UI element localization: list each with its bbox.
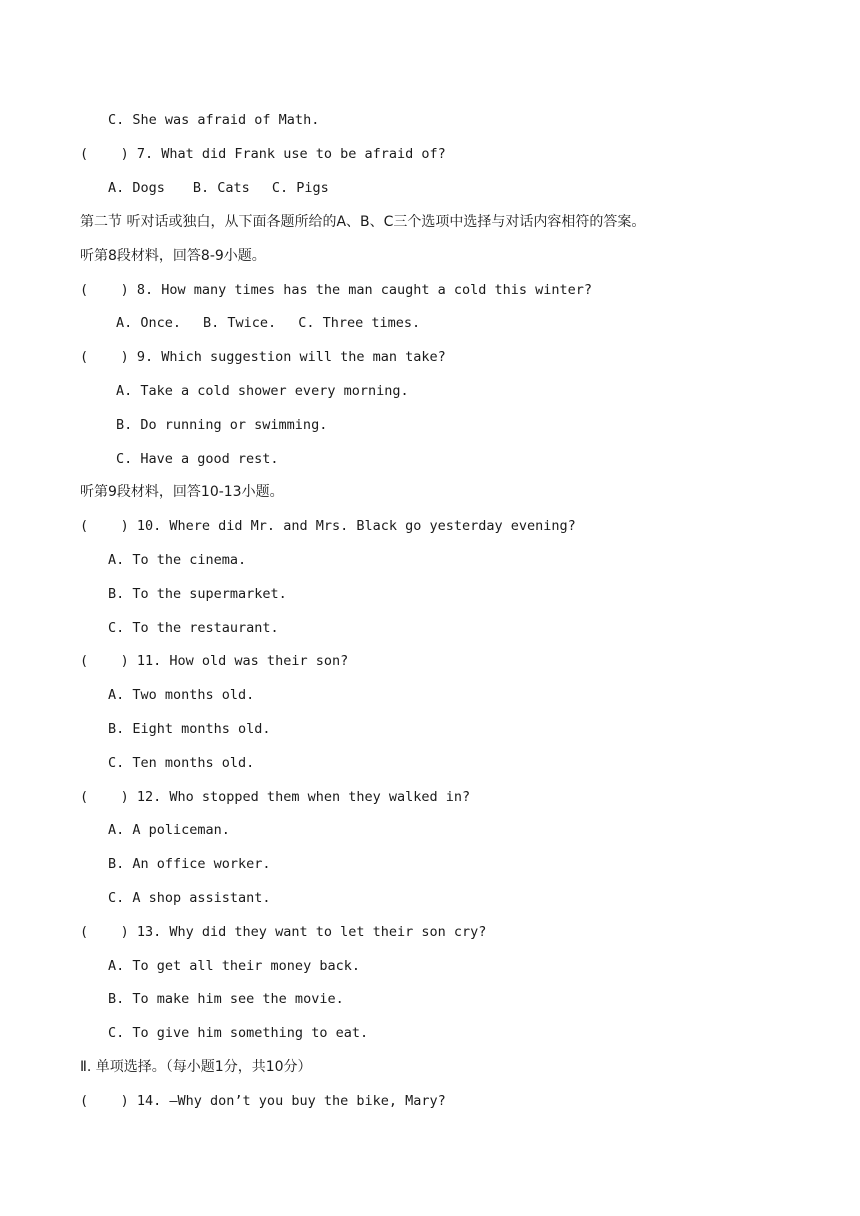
question-13: ( ) 13. Why did they want to let their son cry? <box>80 924 487 940</box>
q8-options <box>116 312 420 334</box>
q10-option-a: A. To the cinema. <box>108 552 247 568</box>
q8-option-b: B. Twice. <box>203 315 277 331</box>
q12-option-a: A. A policeman. <box>108 822 230 838</box>
q12-option-b: B. An office worker. <box>108 856 271 872</box>
q10-option-c: C. To the restaurant. <box>108 620 279 636</box>
q13-option-b: B. To make him see the movie. <box>108 991 344 1007</box>
q9-option-a: A. Take a cold shower every morning. <box>116 383 409 399</box>
q7-option-c: C. Pigs <box>271 180 329 196</box>
q9-option-b: B. Do running or swimming. <box>116 417 328 433</box>
q9-option-c: C. Have a good rest. <box>116 451 279 467</box>
part-2-heading: Ⅱ. 单项选择。（每小题1分，共10分） <box>80 1059 312 1075</box>
q8-option-c: C. Three times. <box>298 315 421 331</box>
material-9-heading: 听第9段材料，回答10-13小题。 <box>80 484 284 500</box>
q7-option-b: B. Cats <box>192 180 250 196</box>
question-8: ( ) 8. How many times has the man caught a cold this winter? <box>80 282 593 298</box>
q13-option-a: A. To get all their money back. <box>108 958 360 974</box>
q8-option-a: A. Once. <box>116 315 182 331</box>
question-10: ( ) 10. Where did Mr. and Mrs. Black go yesterday evening? <box>80 518 576 534</box>
question-14: ( ) 14. —Why don’t you buy the bike, Mary? <box>80 1093 446 1109</box>
question-11: ( ) 11. How old was their son? <box>80 653 349 669</box>
question-7: ( ) 7. What did Frank use to be afraid of? <box>80 146 446 162</box>
question-9: ( ) 9. Which suggestion will the man take? <box>80 349 446 365</box>
q13-option-c: C. To give him something to eat. <box>108 1025 369 1041</box>
material-8-heading: 听第8段材料，回答8-9小题。 <box>80 248 266 264</box>
q7-option-a: A. Dogs <box>108 180 165 196</box>
section-2-instruction: 第二节 听对话或独白，从下面各题所给的A、B、C三个选项中选择与对话内容相符的答案。 <box>80 214 646 230</box>
question-12: ( ) 12. Who stopped them when they walked in? <box>80 789 471 805</box>
q6-option-c: C. She was afraid of Math. <box>108 112 320 128</box>
q7-options <box>108 177 329 199</box>
q11-option-c: C. Ten months old. <box>108 755 255 771</box>
q11-option-b: B. Eight months old. <box>108 721 271 737</box>
q10-option-b: B. To the supermarket. <box>108 586 287 602</box>
q12-option-c: C. A shop assistant. <box>108 890 271 906</box>
q11-option-a: A. Two months old. <box>108 687 255 703</box>
